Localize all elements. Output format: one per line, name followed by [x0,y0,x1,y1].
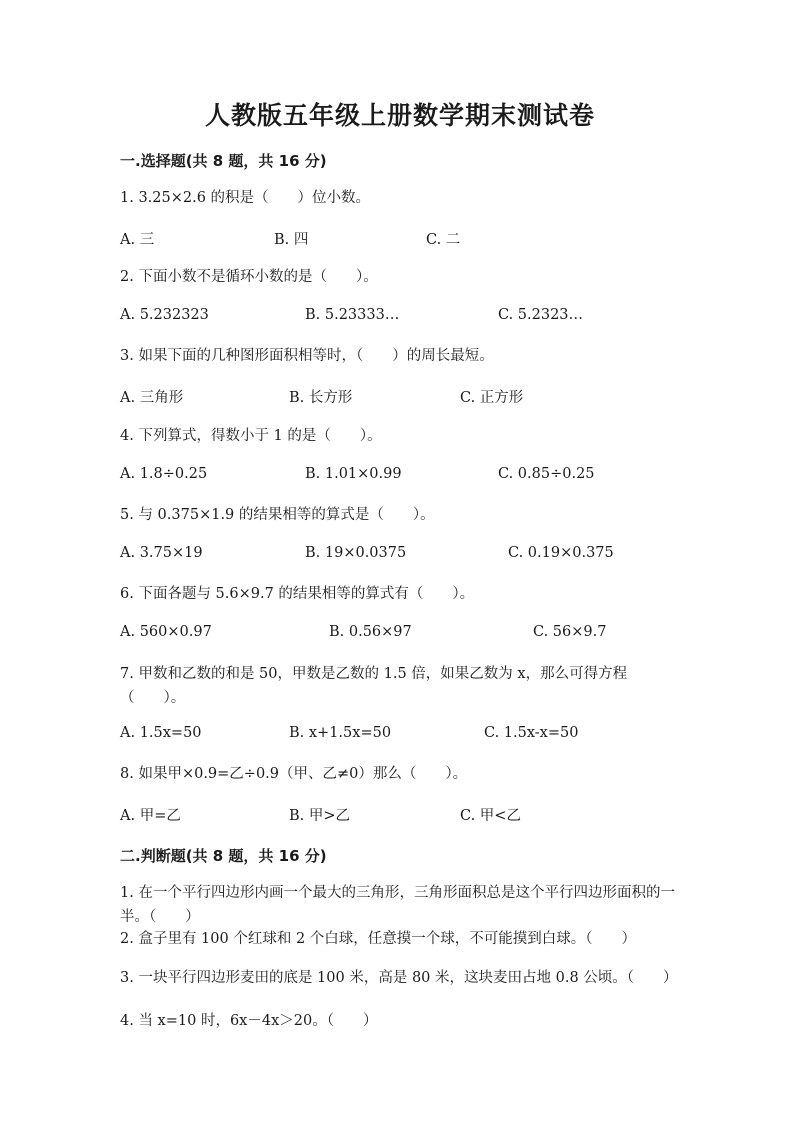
q6-option-b: B. 0.56×97 [329,624,412,640]
question-7: 7. 甲数和乙数的和是 50，甲数是乙数的 1.5 倍，如果乙数为 x，那么可得方程（ ）。 [120,666,628,706]
question-2: 2. 下面小数不是循环小数的是（ ）。 [120,269,378,285]
question-1: 1. 3.25×2.6 的积是（ ）位小数。 [120,190,371,206]
question-5: 5. 与 0.375×1.9 的结果相等的算式是（ ）。 [120,507,435,523]
question-3: 3. 如果下面的几种图形面积相等时，（ ）的周长最短。 [120,348,494,364]
q3-option-b: B. 长方形 [289,390,353,406]
q4-option-b: B. 1.01×0.99 [305,466,402,482]
q7-option-b: B. x+1.5x=50 [289,725,392,741]
q5-option-a: A. 3.75×19 [120,545,203,561]
q7-option-c: C. 1.5x-x=50 [484,725,579,741]
statement-1: 1. 在一个平行四边形内画一个最大的三角形，三角形面积总是这个平行四边形面积的一半。（ ） [120,885,675,925]
question-6: 6. 下面各题与 5.6×9.7 的结果相等的算式有（ ）。 [120,586,475,602]
section-heading-judgement: 二.判断题(共 8 题，共 16 分) [120,847,327,865]
question-4: 4. 下列算式，得数小于 1 的是（ ）。 [120,428,382,444]
page-title: 人教版五年级上册数学期末测试卷 [204,101,595,130]
q5-option-c: C. 0.19×0.375 [508,545,614,561]
q8-option-c: C. 甲<乙 [460,808,521,824]
q7-option-a: A. 1.5x=50 [120,725,202,741]
q1-option-c: C. 二 [426,232,461,248]
q4-option-a: A. 1.8÷0.25 [120,466,208,482]
q8-option-a: A. 甲=乙 [120,808,181,824]
q2-option-a: A. 5.232323 [120,307,209,323]
q6-option-a: A. 560×0.97 [120,624,212,640]
q4-option-c: C. 0.85÷0.25 [498,466,595,482]
q3-option-c: C. 正方形 [460,390,524,406]
q2-option-c: C. 5.2323… [498,307,584,323]
section-heading-choice: 一.选择题(共 8 题，共 16 分) [120,152,327,170]
q6-option-c: C. 56×9.7 [533,624,607,640]
q3-option-a: A. 三角形 [120,390,184,406]
q5-option-b: B. 19×0.0375 [305,545,407,561]
statement-2: 2. 盒子里有 100 个红球和 2 个白球，任意摸一个球，不可能摸到白球。（ ） [120,931,637,947]
q8-option-b: B. 甲>乙 [289,808,351,824]
q2-option-b: B. 5.23333… [305,307,400,323]
statement-4: 4. 当 x=10 时，6x－4x＞20。（ ） [120,1013,378,1029]
question-8: 8. 如果甲×0.9=乙÷0.9（甲、乙≠0）那么（ ）。 [120,766,468,782]
q1-option-a: A. 三 [120,232,155,248]
q1-option-b: B. 四 [274,232,309,248]
statement-3: 3. 一块平行四边形麦田的底是 100 米，高是 80 米，这块麦田占地 0.8 公顷。（ ） [120,970,678,986]
